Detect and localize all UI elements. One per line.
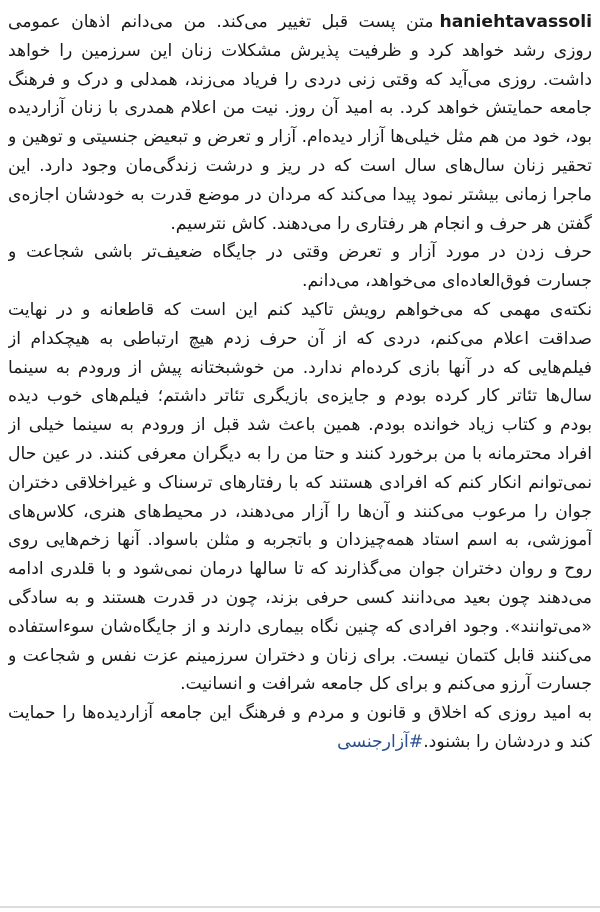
caption-paragraph-2: حرف زدن در مورد آزار و تعرض وقتی در جایگاه ضعیف‌تر باشی شجاعت و جسارت فوق‌العاده‌ای می‌خواهد، می‌دانم. (8, 242, 592, 292)
hashtag-link[interactable]: #آزارجنسی (337, 731, 424, 752)
caption-paragraph-4 (8, 699, 592, 757)
caption-text-1: متن پست قبل تغییر می‌کند. من می‌دانم اذهان عمومی روزی رشد خواهد کرد و ظرفیت پذیرش مشکلات زنان این سرزمین را خواهد داشت. روزی می‌آید که وقتی زنی دردی را فریاد می‌زند، همدلی و درک و فرهنگ جامعه حمایتش خواهد کرد. به امید آن روز. نیت من اعلام همدری با زنان آزاردیده بود، خود من هم مثل خیلی‌ها آزار دیده‌ام. آزار و تعرض و تبعیض جنسیتی و توهین و تحقیر زنان سال‌های سال است که در ریز و درشت زندگی‌مان وجود دارد. این ماجرا زمانی بیشتر نمود پیدا می‌کند که مردان در موضع قدرت به خودشان اجازه‌ی گفتن هر حرف و انجام هر رفتاری را می‌دهند. کاش نترسیم. (8, 12, 592, 234)
username-link[interactable]: haniehtavassoli (439, 12, 592, 32)
caption-paragraph-3: نکته‌ی مهمی که می‌خواهم رویش تاکید کنم این است که قاطعانه و در نهایت صداقت اعلام می‌کنم، دردی که از آن حرف زدم هیچ ارتباطی به هیچکدام از فیلم‌هایی که در آنها بازی کرده‌ام ندارد. من خوشبختانه پیش از ورودم به سینما سال‌ها تئاتر کار کرده بودم و جایزه‌ی بازیگری تئاتر داشتم؛ فیلم‌های خوب دیده بودم و کتاب زیاد خوانده بودم. همین باعث شد قبل از ورودم به سینما خیلی از افراد محترمانه با من برخورد کنند و حتا من را به دیگران معرفی کنند. در عین حال نمی‌توانم انکار کنم که افرادی هستند که با رفتارهای ترسناک و غیراخلاقی دختران جوان را مرعوب می‌کنند و آن‌ها را آزار می‌دهند، در محیط‌های هنری، کلاس‌های آموزشی، به اسم استاد همه‌چیزدان و باتجربه و مثلن باسواد. آنها زخم‌هایی روی روح و روان دختران جوان می‌گذارند که تا سالها درمان نمی‌شود و با قلدری ادامه می‌دهند چون بعید می‌دانند کسی حرفی بزند، چون در قدرت هستند و به سادگی «می‌توانند». وجود افرادی که چنین نگاه بیماری دارند و از جایگاه‌شان سوءاستفاده می‌کنند قابل کتمان نیست. برای زنان و دختران سرزمینم عزت نفس و شجاعت و جسارت آرزو می‌کنم و برای کل جامعه شرافت و انسانیت. (8, 299, 592, 695)
caption-text-4: به امید روزی که اخلاق و قانون و مردم و فرهنگ این جامعه آزاردیده‌ها را حمایت کند و دردشان را بشنود. (8, 703, 592, 752)
post-caption (8, 8, 592, 904)
divider (0, 906, 600, 908)
caption-paragraph-1 (8, 8, 592, 238)
